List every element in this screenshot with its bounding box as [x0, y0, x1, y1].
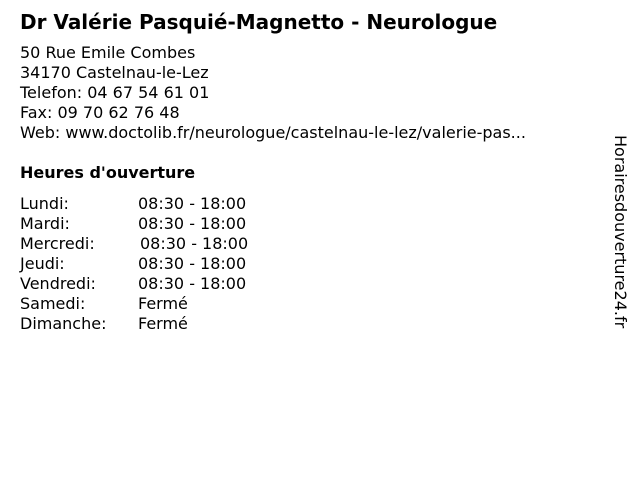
day-hours: 08:30 - 18:00 — [138, 254, 247, 273]
day-hours: Fermé — [138, 314, 188, 333]
hours-row-saturday — [20, 294, 320, 314]
day-label: Dimanche: — [20, 314, 107, 333]
hours-row-tuesday — [20, 214, 320, 234]
day-label: Mardi: — [20, 214, 70, 233]
city-address: 34170 Castelnau-le-Lez — [20, 63, 209, 82]
practitioner-title: Dr Valérie Pasquié-Magnetto - Neurologue — [20, 10, 498, 34]
day-label: Vendredi: — [20, 274, 96, 293]
phone-number: Telefon: 04 67 54 61 01 — [20, 83, 210, 102]
day-label: Samedi: — [20, 294, 86, 313]
contact-block — [20, 43, 526, 143]
hours-row-thursday — [20, 254, 320, 274]
street-address: 50 Rue Emile Combes — [20, 43, 196, 62]
day-hours: 08:30 - 18:00 — [138, 194, 247, 213]
day-label: Jeudi: — [20, 254, 65, 273]
day-hours: 08:30 - 18:00 — [138, 214, 247, 233]
fax-number: Fax: 09 70 62 76 48 — [20, 103, 180, 122]
hours-row-monday — [20, 194, 320, 214]
hours-row-friday — [20, 274, 320, 294]
hours-row-wednesday — [20, 234, 320, 254]
website-link[interactable]: Web: www.doctolib.fr/neurologue/castelnau-le-lez/valerie-pas... — [20, 123, 526, 142]
site-brand-vertical — [610, 135, 630, 350]
day-label: Mercredi: — [20, 234, 95, 253]
day-label: Lundi: — [20, 194, 69, 213]
hours-row-sunday — [20, 314, 320, 334]
day-hours: 08:30 - 18:00 — [140, 234, 249, 253]
day-hours: 08:30 - 18:00 — [138, 274, 247, 293]
site-brand-text[interactable]: Horairesdouverture24.fr — [611, 135, 630, 329]
opening-hours-table — [20, 194, 320, 334]
day-hours: Fermé — [138, 294, 188, 313]
opening-hours-heading: Heures d'ouverture — [20, 163, 196, 182]
